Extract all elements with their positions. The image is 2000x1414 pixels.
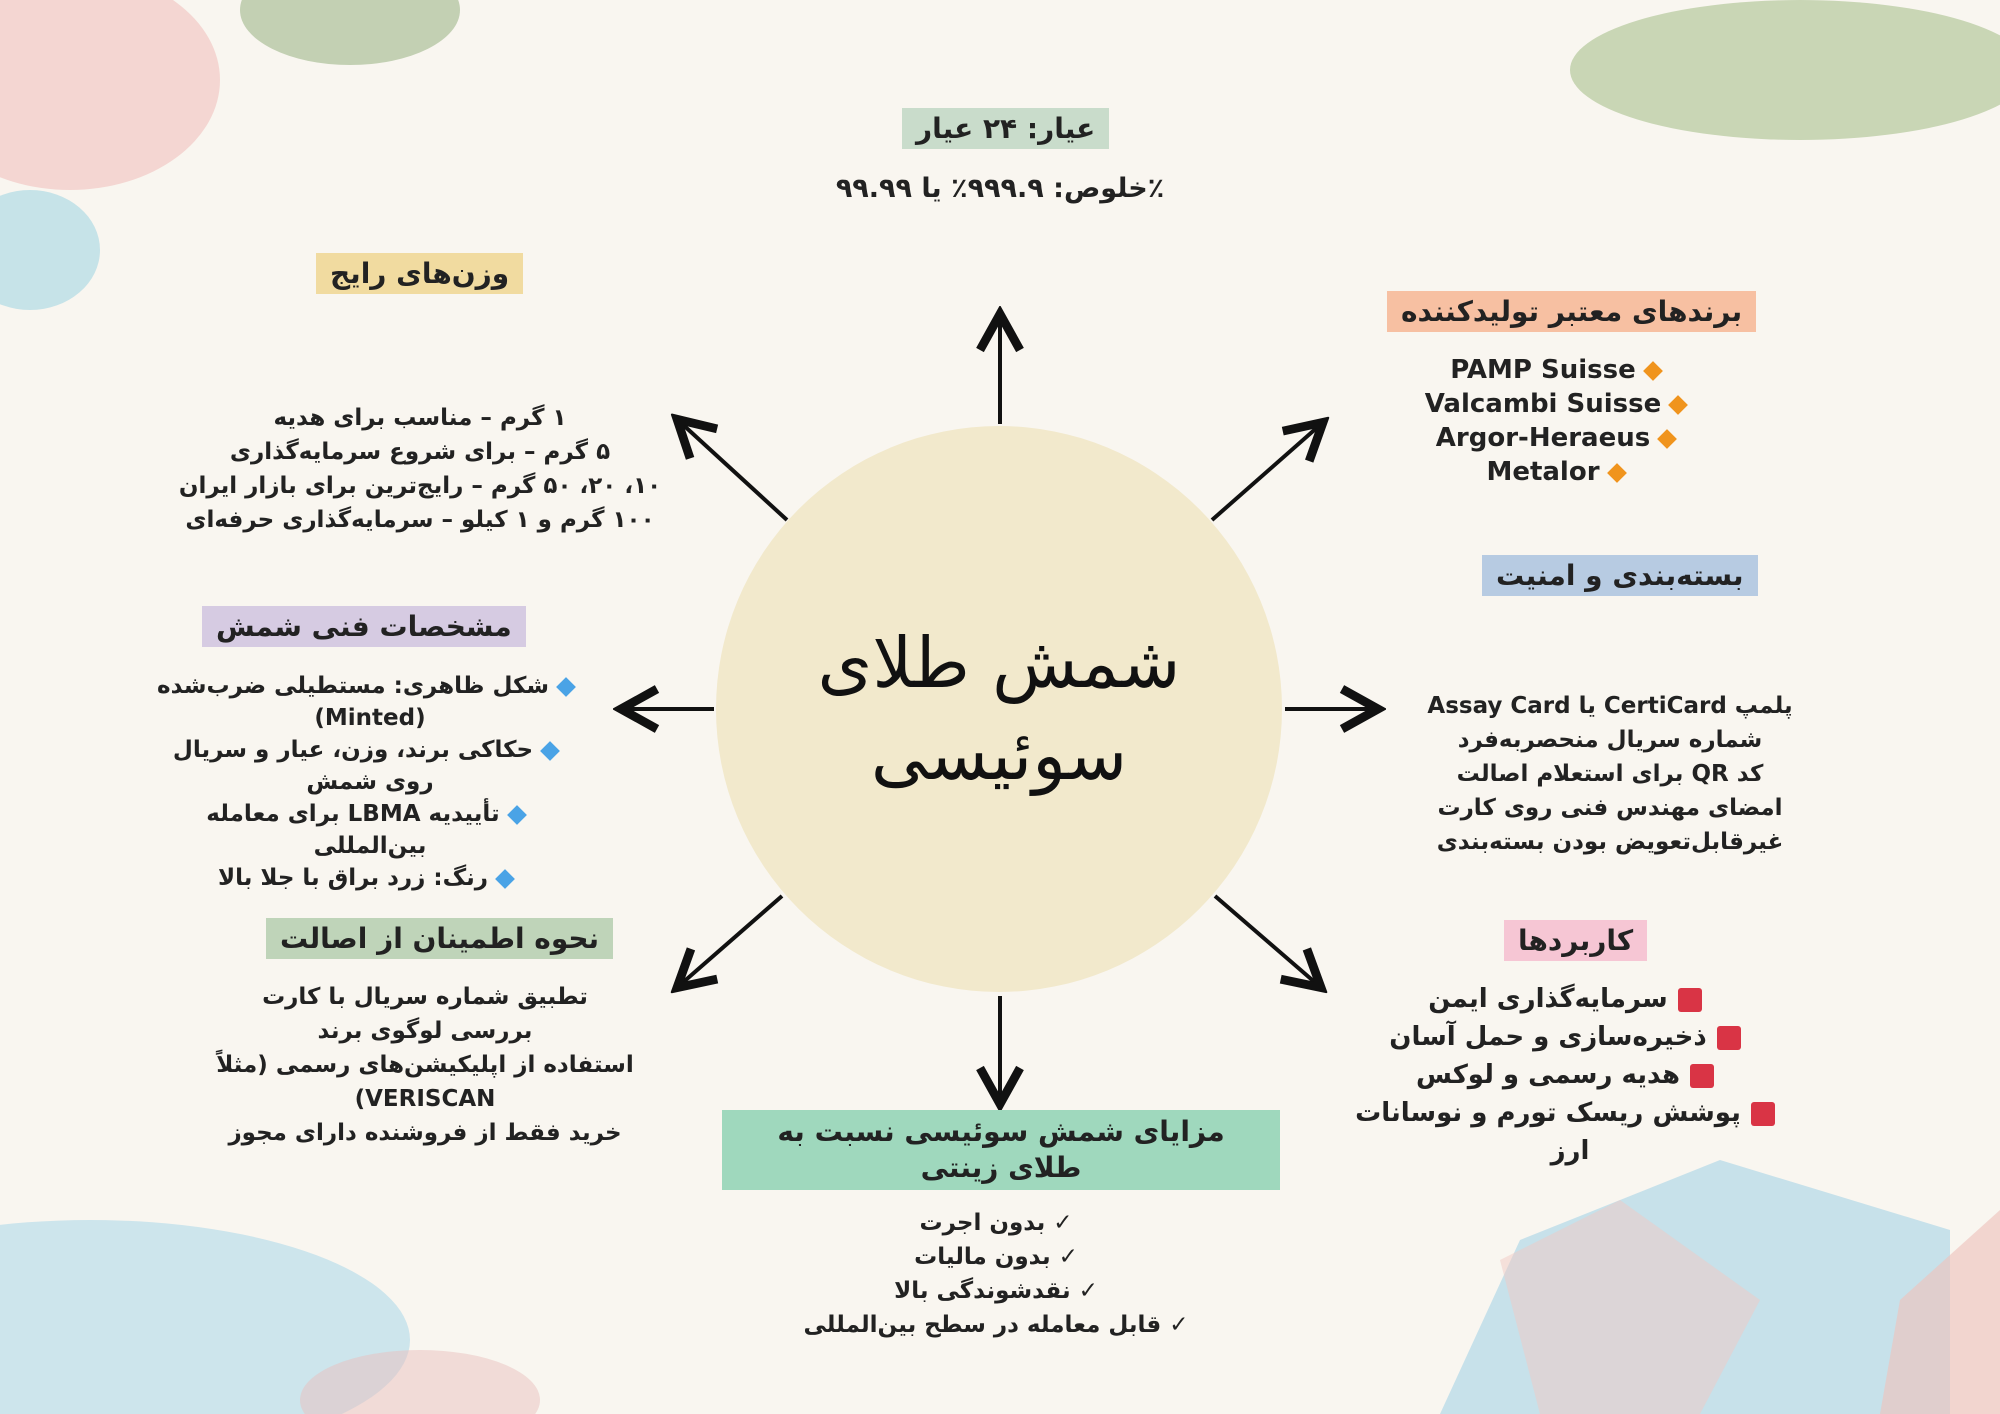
- check-icon: ✓: [1078, 1278, 1098, 1304]
- diamond-bullet-icon: [540, 741, 560, 761]
- square-bullet-icon: [1717, 1026, 1741, 1050]
- list-item: کد QR برای استعلام اصالت: [1456, 761, 1764, 787]
- diamond-bullet-icon: [495, 869, 515, 889]
- advantages-list: [760, 1206, 1240, 1342]
- list-item: [1380, 455, 1740, 489]
- diamond-bullet-icon: [556, 677, 576, 697]
- check-icon: ✓: [1169, 1312, 1189, 1338]
- brand-name: Metalor: [1486, 457, 1600, 487]
- list-item: ✓بدون اجرت: [919, 1210, 1073, 1236]
- list-item: ذخیره‌سازی و حمل آسان: [1330, 1018, 1810, 1056]
- list-item: بررسی لوگوی برند: [317, 1018, 533, 1044]
- list-item: حکاکی برند، وزن، عیار و سریال: [130, 734, 610, 766]
- advantages-label: مزایای شمش سوئیسی نسبت به طلای زینتی: [722, 1110, 1280, 1190]
- list-item: شکل ظاهری: مستطیلی ضرب‌شده: [130, 670, 610, 702]
- brand-name: Valcambi Suisse: [1424, 389, 1662, 419]
- list-item: ۱ گرم – مناسب برای هدیه: [273, 405, 567, 431]
- list-item: بین‌المللی: [313, 833, 427, 859]
- list-item: غیرقابل‌تعویض بودن بسته‌بندی: [1436, 829, 1784, 855]
- list-item: [1380, 421, 1740, 455]
- square-bullet-icon: [1751, 1102, 1775, 1126]
- list-item: تطبیق شماره سریال با کارت: [262, 984, 588, 1010]
- purity-text: ٪خلوص: ۹۹۹.۹٪ یا ۹۹.۹۹: [835, 173, 1165, 204]
- diamond-bullet-icon: [1657, 429, 1677, 449]
- list-item: رنگ: زرد براق با جلا بالا: [130, 862, 610, 894]
- diamond-bullet-icon: [1668, 395, 1688, 415]
- brands-label: برندهای معتبر تولیدکننده: [1387, 291, 1756, 332]
- list-item: [1380, 353, 1740, 387]
- list-item: ۵ گرم – برای شروع سرمایه‌گذاری: [229, 439, 611, 465]
- list-item: ۱۰، ۲۰، ۵۰ گرم – رایج‌ترین برای بازار ایران: [178, 473, 662, 499]
- specs-list: [130, 670, 610, 894]
- list-item: ✓نقدشوندگی بالا: [894, 1278, 1098, 1304]
- square-bullet-icon: [1678, 988, 1702, 1012]
- check-icon: ✓: [1058, 1244, 1078, 1270]
- arrow-down-right: [1215, 896, 1318, 985]
- list-item: [1380, 387, 1740, 421]
- list-item: امضای مهندس فنی روی کارت: [1437, 795, 1783, 821]
- authenticity-label: نحوه اطمینان از اصالت: [266, 918, 613, 959]
- diamond-bullet-icon: [1607, 463, 1627, 483]
- arrow-up-right: [1212, 425, 1320, 520]
- brands-list: [1380, 353, 1740, 489]
- uses-label: کاربردها: [1504, 920, 1647, 961]
- list-item: خرید فقط از فروشنده دارای مجوز: [228, 1120, 622, 1146]
- list-item: VERISCAN): [354, 1086, 496, 1112]
- list-item: پوشش ریسک تورم و نوسانات: [1330, 1094, 1810, 1132]
- list-item: ۱۰۰ گرم و ۱ کیلو – سرمایه‌گذاری حرفه‌ای: [185, 507, 655, 533]
- packaging-label: بسته‌بندی و امنیت: [1482, 555, 1758, 596]
- weights-list: [150, 401, 690, 537]
- authenticity-list: [200, 980, 650, 1150]
- list-item: پلمپ CertiCard یا Assay Card: [1427, 693, 1793, 719]
- arrow-down-left: [680, 896, 782, 985]
- diamond-bullet-icon: [507, 805, 527, 825]
- specs-label: مشخصات فنی شمش: [202, 606, 526, 647]
- check-icon: ✓: [1053, 1210, 1073, 1236]
- center-circle: [716, 426, 1282, 992]
- list-item: استفاده از اپلیکیشن‌های رسمی (مثلاً: [216, 1052, 634, 1078]
- diamond-bullet-icon: [1643, 361, 1663, 381]
- arrow-up-left: [680, 422, 787, 520]
- list-item: سرمایه‌گذاری ایمن: [1330, 980, 1810, 1018]
- weights-label: وزن‌های رایج: [316, 253, 523, 294]
- center-title: شمش طلای سوئیسی: [817, 622, 1181, 796]
- list-item: تأییدیه LBMA برای معامله: [130, 798, 610, 830]
- square-bullet-icon: [1690, 1064, 1714, 1088]
- brand-name: Argor-Heraeus: [1435, 423, 1651, 453]
- brand-name: PAMP Suisse: [1450, 355, 1636, 385]
- list-item: ارز: [1550, 1136, 1590, 1166]
- list-item: ✓بدون مالیات: [914, 1244, 1078, 1270]
- list-item: هدیه رسمی و لوکس: [1330, 1056, 1810, 1094]
- list-item: شماره سریال منحصربه‌فرد: [1457, 727, 1763, 753]
- list-item: ✓قابل معامله در سطح بین‌المللی: [803, 1312, 1189, 1338]
- karat-label: عیار: ۲۴ عیار: [902, 108, 1109, 149]
- list-item: روی شمش: [306, 769, 434, 795]
- uses-list: [1330, 980, 1810, 1170]
- list-item: (Minted): [314, 705, 426, 731]
- packaging-list: [1400, 689, 1820, 859]
